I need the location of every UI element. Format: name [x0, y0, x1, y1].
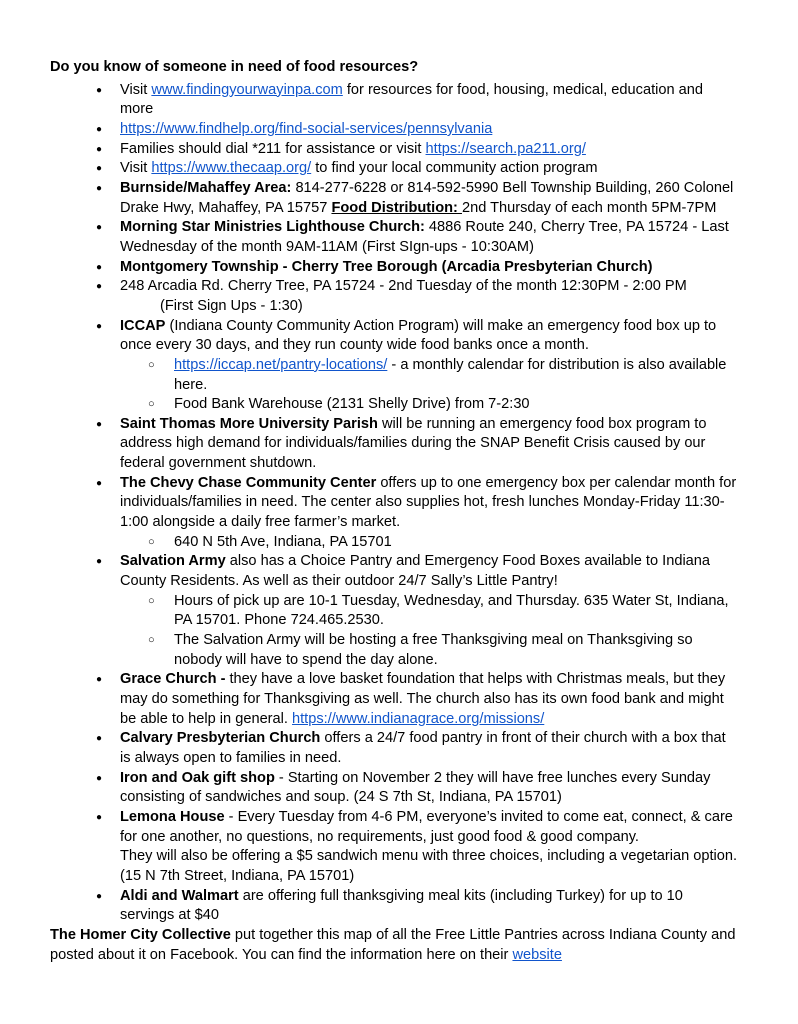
list-item-lemona-house: ● Lemona House - Every Tuesday from 4-6 PM, everyone’s invited to come eat, connect, & care for one another, no questions, no requirements, just good food & good company. They will also be offering a $5 sandwich menu with three choices, including a vegetarian option. (15 N 7th Street, Indiana, PA 15701) [50, 808, 740, 887]
sub-item-chevy-chase-address: ○ 640 N 5th Ave, Indiana, PA 15701 [50, 533, 740, 553]
sub-item-salvation-thanksgiving: ○ The Salvation Army will be hosting a free Thanksgiving meal on Thanksgiving so nobody will have to spend the day alone. [50, 631, 740, 670]
list-item-findingyourway: ● Visit www.findingyourwayinpa.com for resources for food, housing, medical, education and more [50, 81, 740, 120]
document-body [50, 58, 740, 965]
list-item-211: ● Families should dial *211 for assistance or visit https://search.pa211.org/ [50, 140, 740, 160]
list-item-findhelp [50, 120, 740, 140]
list-item-morning-star: ● Morning Star Ministries Lighthouse Church: 4886 Route 240, Cherry Tree, PA 15724 - Last Wednesday of the month 9AM-11AM (First SIgn-ups - 10:30AM) [50, 218, 740, 257]
list-item-aldi-walmart: ● Aldi and Walmart are offering full thanksgiving meal kits (including Turkey) for up to 10 servings at $40 [50, 887, 740, 926]
list-item-arcadia: ● 248 Arcadia Rd. Cherry Tree, PA 15724 - 2nd Tuesday of the month 12:30PM - 2:00 PM (First Sign Ups - 1:30) [50, 277, 740, 316]
link-website[interactable]: website [512, 946, 562, 963]
link-findingyourwayinpa[interactable]: www.findingyourwayinpa.com [151, 81, 343, 98]
page-heading: Do you know of someone in need of food resources? [50, 59, 419, 75]
link-thecaap[interactable]: https://www.thecaap.org/ [151, 160, 312, 177]
list-item-salvation-army: ● Salvation Army also has a Choice Pantry and Emergency Food Boxes available to Indiana County Residents. As well as their outdoor 24/7 Sally’s Little Pantry! ○ Hours of pick up are 10-1 Tuesday, Wednesday, and Thursday. 635 Water St, Indiana, PA 15701. Phone 724.465.2530. ○ The Salvation Army will be hosting a free Thanksgiving meal on Thanksgiving so nobody will have to spend the day alone. [50, 552, 740, 670]
list-item-montgomery: ● Montgomery Township - Cherry Tree Borough (Arcadia Presbyterian Church) [50, 258, 740, 278]
link-pa211[interactable]: https://search.pa211.org/ [425, 140, 586, 157]
sub-item-food-bank-warehouse: ○ Food Bank Warehouse (2131 Shelly Drive) from 7-2:30 [50, 395, 740, 415]
list-item-thecaap: ● Visit https://www.thecaap.org/ to find your local community action program [50, 159, 740, 179]
link-indianagrace[interactable]: https://www.indianagrace.org/missions/ [292, 710, 545, 727]
homer-city-paragraph: The Homer City Collective put together this map of all the Free Little Pantries across Indiana County and posted about it on Facebook. You can find the information here on their website [50, 926, 736, 963]
link-findhelp[interactable]: https://www.findhelp.org/find-social-services/pennsylvania [120, 120, 493, 137]
list-item-burnside: ● Burnside/Mahaffey Area: 814-277-6228 or 814-592-5990 Bell Township Building, 260 Colonel Drake Hwy, Mahaffey, PA 15757 Food Distribution: 2nd Thursday of each month 5PM-7PM [50, 179, 740, 218]
list-item-iron-oak: ● Iron and Oak gift shop - Starting on November 2 they will have free lunches every Sunday consisting of sandwiches and soup. (24 S 7th St, Indiana, PA 15701) [50, 769, 740, 808]
sub-item-salvation-hours: ○ Hours of pick up are 10-1 Tuesday, Wednesday, and Thursday. 635 Water St, Indiana, PA 15701. Phone 724.465.2530. [50, 592, 740, 631]
list-item-saint-thomas: ● Saint Thomas More University Parish will be running an emergency food box program to address high demand for individuals/families during the SNAP Benefit Crisis caused by our federal government shutdown. [50, 415, 740, 474]
list-item-calvary: ● Calvary Presbyterian Church offers a 24/7 food pantry in front of their church with a box that is always open to families in need. [50, 729, 740, 768]
sub-item-iccap-pantry: ○ https://iccap.net/pantry-locations/ - a monthly calendar for distribution is also available here. [50, 356, 740, 395]
resource-list [50, 81, 740, 926]
list-item-grace-church: ● Grace Church - they have a love basket foundation that helps with Christmas meals, but they may do something for Thanksgiving as well. The church also has its own food bank and might be able to help in general. https://www.indianagrace.org/missions/ [50, 670, 740, 729]
link-iccap-pantry[interactable]: https://iccap.net/pantry-locations/ [174, 356, 388, 373]
list-item-chevy-chase: ● The Chevy Chase Community Center offers up to one emergency box per calendar month for individuals/families in need. The center also supplies hot, fresh lunches Monday-Friday 11:30-1:00 alongside a daily free farmer’s market. ○ 640 N 5th Ave, Indiana, PA 15701 [50, 474, 740, 553]
list-item-iccap: ● ICCAP (Indiana County Community Action Program) will make an emergency food box up to once every 30 days, and they run county wide food banks once a month. ○ https://iccap.net/pantry-locations/ - a monthly calendar for distribution is also available here. ○ Food Bank Warehouse (2131 Shelly Drive) from 7-2:30 [50, 317, 740, 415]
